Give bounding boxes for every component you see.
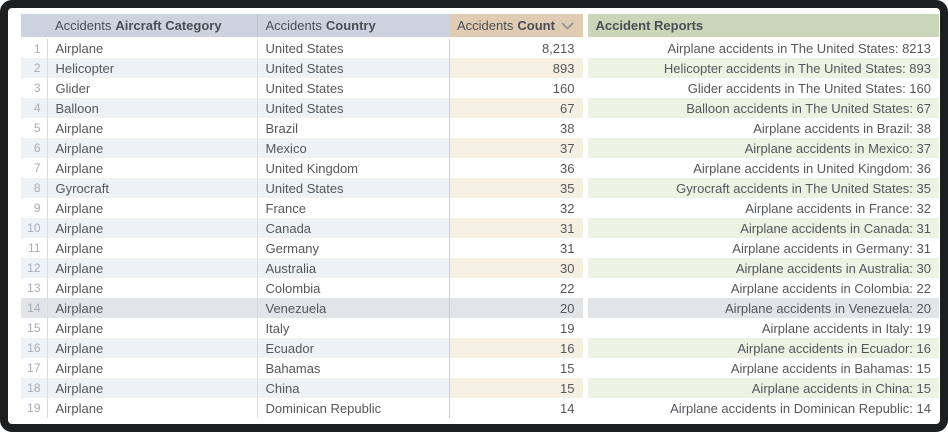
header-prefix: Accidents <box>457 17 514 33</box>
cell-country: Venezuela <box>257 298 449 318</box>
cell-accident-report: Airplane accidents in Dominican Republic: 14 <box>585 398 939 418</box>
header-prefix: Accidents <box>55 18 112 33</box>
cell-country: Ecuador <box>257 338 449 358</box>
cell-country: Canada <box>257 218 449 238</box>
row-number: 12 <box>21 258 47 278</box>
cell-aircraft-category: Airplane <box>47 398 257 418</box>
cell-aircraft-category: Airplane <box>47 298 257 318</box>
cell-accident-report: Airplane accidents in United Kingdom: 36 <box>585 158 939 178</box>
table-row[interactable] <box>21 58 939 78</box>
cell-country: Mexico <box>257 138 449 158</box>
cell-count: 32 <box>449 198 585 218</box>
table-row[interactable] <box>21 218 939 238</box>
cell-count: 22 <box>449 278 585 298</box>
row-number: 6 <box>21 138 47 158</box>
cell-count: 19 <box>449 318 585 338</box>
cell-aircraft-category: Balloon <box>47 98 257 118</box>
cell-count: 15 <box>449 358 585 378</box>
accidents-table <box>21 14 939 418</box>
table-row[interactable] <box>21 138 939 158</box>
cell-accident-report: Glider accidents in The United States: 160 <box>585 78 939 98</box>
cell-aircraft-category: Glider <box>47 78 257 98</box>
table-row[interactable] <box>21 38 939 58</box>
cell-accident-report: Airplane accidents in Brazil: 38 <box>585 118 939 138</box>
cell-aircraft-category: Airplane <box>47 198 257 218</box>
cell-country: Dominican Republic <box>257 398 449 418</box>
cell-count: 36 <box>449 158 585 178</box>
row-number: 15 <box>21 318 47 338</box>
row-number: 19 <box>21 398 47 418</box>
row-number: 1 <box>21 38 47 58</box>
cell-accident-report: Airplane accidents in Colombia: 22 <box>585 278 939 298</box>
cell-accident-report: Airplane accidents in Venezuela: 20 <box>585 298 939 318</box>
table-row[interactable] <box>21 338 939 358</box>
cell-count: 8,213 <box>449 38 585 58</box>
cell-accident-report: Airplane accidents in Mexico: 37 <box>585 138 939 158</box>
cell-aircraft-category: Airplane <box>47 358 257 378</box>
cell-aircraft-category: Airplane <box>47 338 257 358</box>
table-row[interactable] <box>21 318 939 338</box>
header-country[interactable] <box>257 14 449 38</box>
table-row[interactable] <box>21 238 939 258</box>
row-number: 9 <box>21 198 47 218</box>
row-number: 4 <box>21 98 47 118</box>
header-accident-reports[interactable]: Accident Reports <box>585 14 939 38</box>
table-row[interactable] <box>21 298 939 318</box>
cell-accident-report: Airplane accidents in Australia: 30 <box>585 258 939 278</box>
row-number: 8 <box>21 178 47 198</box>
cell-count: 37 <box>449 138 585 158</box>
cell-aircraft-category: Airplane <box>47 38 257 58</box>
row-number: 2 <box>21 58 47 78</box>
row-number: 13 <box>21 278 47 298</box>
cell-count: 14 <box>449 398 585 418</box>
header-row <box>21 14 939 38</box>
cell-aircraft-category: Gyrocraft <box>47 178 257 198</box>
cell-count: 31 <box>449 218 585 238</box>
cell-count: 31 <box>449 238 585 258</box>
cell-country: Italy <box>257 318 449 338</box>
cell-accident-report: Balloon accidents in The United States: 67 <box>585 98 939 118</box>
cell-count: 15 <box>449 378 585 398</box>
header-label: Aircraft Category <box>115 18 222 33</box>
cell-accident-report: Airplane accidents in Italy: 19 <box>585 318 939 338</box>
table-row[interactable] <box>21 278 939 298</box>
cell-aircraft-category: Airplane <box>47 118 257 138</box>
cell-country: United States <box>257 58 449 78</box>
row-number: 17 <box>21 358 47 378</box>
row-number: 7 <box>21 158 47 178</box>
cell-accident-report: Airplane accidents in China: 15 <box>585 378 939 398</box>
header-label: Country <box>325 18 376 33</box>
cell-country: France <box>257 198 449 218</box>
header-count-sorted[interactable] <box>449 14 585 38</box>
cell-country: United States <box>257 178 449 198</box>
row-number: 5 <box>21 118 47 138</box>
cell-aircraft-category: Airplane <box>47 138 257 158</box>
row-number: 16 <box>21 338 47 358</box>
cell-aircraft-category: Airplane <box>47 318 257 338</box>
table-row[interactable] <box>21 378 939 398</box>
header-prefix: Accidents <box>265 18 322 33</box>
cell-aircraft-category: Airplane <box>47 238 257 258</box>
cell-count: 67 <box>449 98 585 118</box>
cell-count: 30 <box>449 258 585 278</box>
table-row[interactable] <box>21 358 939 378</box>
cell-aircraft-category: Airplane <box>47 278 257 298</box>
cell-accident-report: Airplane accidents in Ecuador: 16 <box>585 338 939 358</box>
cell-count: 35 <box>449 178 585 198</box>
cell-country: United States <box>257 98 449 118</box>
cell-count: 160 <box>449 78 585 98</box>
cell-country: Australia <box>257 258 449 278</box>
cell-country: United States <box>257 78 449 98</box>
cell-count: 38 <box>449 118 585 138</box>
header-aircraft-category[interactable] <box>47 14 257 38</box>
cell-accident-report: Airplane accidents in The United States: 8213 <box>585 38 939 58</box>
cell-accident-report: Airplane accidents in Bahamas: 15 <box>585 358 939 378</box>
row-number: 18 <box>21 378 47 398</box>
table-row[interactable] <box>21 398 939 418</box>
row-number: 14 <box>21 298 47 318</box>
table-row[interactable] <box>21 118 939 138</box>
cell-aircraft-category: Airplane <box>47 158 257 178</box>
cell-aircraft-category: Airplane <box>47 378 257 398</box>
table-row[interactable] <box>21 98 939 118</box>
cell-count: 20 <box>449 298 585 318</box>
cell-accident-report: Airplane accidents in Germany: 31 <box>585 238 939 258</box>
cell-aircraft-category: Helicopter <box>47 58 257 78</box>
cell-accident-report: Airplane accidents in France: 32 <box>585 198 939 218</box>
row-number: 10 <box>21 218 47 238</box>
chevron-down-icon[interactable] <box>561 18 574 33</box>
table-row[interactable] <box>21 158 939 178</box>
table-row[interactable] <box>21 198 939 218</box>
cell-country: Colombia <box>257 278 449 298</box>
cell-accident-report: Airplane accidents in Canada: 31 <box>585 218 939 238</box>
table-row[interactable] <box>21 178 939 198</box>
cell-count: 893 <box>449 58 585 78</box>
row-number: 11 <box>21 238 47 258</box>
header-label: Count <box>517 17 555 33</box>
cell-country: Bahamas <box>257 358 449 378</box>
cell-count: 16 <box>449 338 585 358</box>
cell-accident-report: Gyrocraft accidents in The United States: 35 <box>585 178 939 198</box>
cell-accident-report: Helicopter accidents in The United States: 893 <box>585 58 939 78</box>
row-number: 3 <box>21 78 47 98</box>
cell-country: Germany <box>257 238 449 258</box>
cell-aircraft-category: Airplane <box>47 258 257 278</box>
header-row-number <box>21 14 47 38</box>
table-row[interactable] <box>21 258 939 278</box>
cell-country: Brazil <box>257 118 449 138</box>
cell-country: United Kingdom <box>257 158 449 178</box>
table-row[interactable] <box>21 78 939 98</box>
cell-country: United States <box>257 38 449 58</box>
cell-country: China <box>257 378 449 398</box>
cell-aircraft-category: Airplane <box>47 218 257 238</box>
